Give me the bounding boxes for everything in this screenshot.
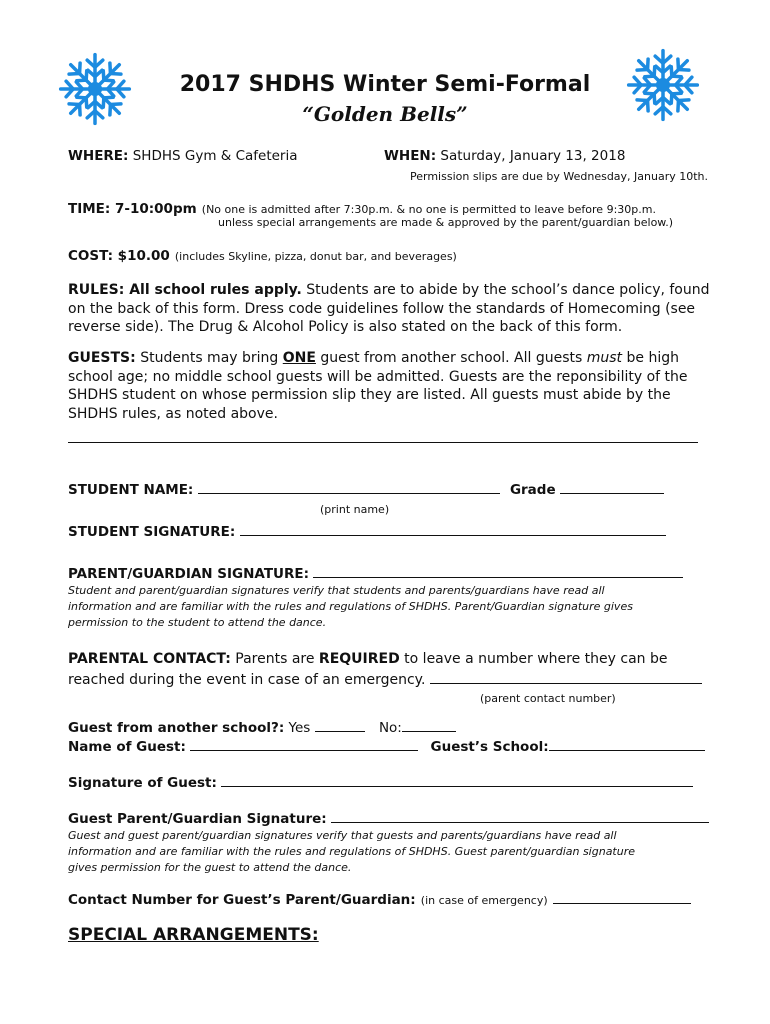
when-label: WHEN: (384, 148, 437, 164)
grade-field[interactable] (560, 479, 664, 494)
parent-contact-number-field[interactable] (430, 669, 702, 684)
guest-name-row (68, 736, 705, 755)
guest-from-row (68, 717, 456, 736)
section-divider (68, 442, 698, 443)
guest-yes-label: Yes (288, 720, 311, 736)
time-row (68, 198, 656, 217)
print-name-note: (print name) (320, 503, 390, 516)
time-label: TIME: 7-10:00pm (68, 201, 197, 217)
rules-label: RULES: All school rules apply. (68, 282, 302, 298)
guest-yes-field[interactable] (315, 717, 365, 732)
parent-contact-note: (parent contact number) (480, 692, 616, 705)
guest-parent-contact-note: (in case of emergency) (420, 894, 548, 907)
special-arrangements-heading: SPECIAL ARRANGEMENTS: (68, 925, 319, 945)
page-subtitle: “Golden Bells” (302, 102, 468, 126)
guests-label: GUESTS: (68, 350, 136, 366)
parent-signature-note: Student and parent/guardian signatures verify that students and parents/guardians have read all information and are familiar with the rules and regulations of SHDHS. Parent/Guardian signature gives permission to the student to attend the dance. (68, 584, 633, 629)
student-name-row (68, 479, 664, 498)
student-name-label: STUDENT NAME: (68, 482, 194, 498)
guest-signature-row (68, 772, 693, 791)
parental-contact-label: PARENTAL CONTACT: (68, 651, 231, 667)
guest-parent-signature-row (68, 808, 709, 827)
guest-parent-signature-label: Guest Parent/Guardian Signature: (68, 811, 327, 827)
guest-signature-field[interactable] (221, 772, 693, 787)
cost-label: COST: $10.00 (68, 248, 170, 264)
student-signature-row (68, 521, 666, 540)
guest-name-label: Name of Guest: (68, 739, 186, 755)
when-value: Saturday, January 13, 2018 (440, 148, 626, 164)
guest-no-field[interactable] (402, 717, 456, 732)
time-note-line2: unless special arrangements are made & approved by the parent/guardian below.) (218, 216, 674, 229)
guest-school-field[interactable] (549, 736, 705, 751)
cost-note: (includes Skyline, pizza, donut bar, and beverages) (174, 250, 457, 263)
guests-paragraph: GUESTS: Students may bring ONE guest from another school. All guests must be high school age; no middle school guests will be admitted. Guests are the reponsibility of the SHDHS student on whose permission slip they are listed. All guests must abide by the SHDHS rules, as noted above. (68, 350, 688, 422)
guest-parent-signature-field[interactable] (331, 808, 709, 823)
guest-parent-contact-label: Contact Number for Guest’s Parent/Guardian: (68, 892, 416, 908)
where-row (68, 148, 298, 164)
when-row (384, 148, 625, 164)
guest-no-label: No: (378, 720, 402, 736)
student-signature-field[interactable] (240, 521, 666, 536)
guest-parent-contact-field[interactable] (553, 889, 691, 904)
guest-parent-contact-row (68, 889, 691, 908)
grade-label: Grade (509, 482, 556, 498)
where-label: WHERE: (68, 148, 129, 164)
guest-school-label: Guest’s School: (430, 739, 549, 755)
guest-parent-signature-note: Guest and guest parent/guardian signatures verify that guests and parents/guardians have read all information and are familiar with the rules and regulations of SHDHS. Guest parent/guardian signature gives permission for the guest to attend the dance. (68, 829, 636, 874)
guest-signature-label: Signature of Guest: (68, 775, 217, 791)
permission-note: Permission slips are due by Wednesday, January 10th. (410, 170, 709, 183)
student-name-field[interactable] (198, 479, 500, 494)
parental-contact-block: PARENTAL CONTACT: Parents are REQUIRED to leave a number where they can be reached during the event in case of an emergency. (68, 650, 708, 689)
parent-signature-label: PARENT/GUARDIAN SIGNATURE: (68, 566, 310, 582)
parent-signature-row (68, 563, 683, 582)
rules-paragraph: RULES: All school rules apply. Students are to abide by the school’s dance policy, found on the back of this form. Dress code guidelines follow the standards of Homecoming (see reverse side). The Drug & Alcohol Policy is also stated on the back of this form. (68, 282, 710, 335)
guest-from-label: Guest from another school?: (68, 720, 285, 736)
student-signature-label: STUDENT SIGNATURE: (68, 524, 236, 540)
cost-row (68, 245, 457, 264)
page-title: 2017 SHDHS Winter Semi-Formal (179, 72, 591, 97)
time-note-line1: (No one is admitted after 7:30p.m. & no one is permitted to leave before 9:30p.m. (201, 203, 656, 216)
guest-name-field[interactable] (190, 736, 418, 751)
parent-signature-field[interactable] (313, 563, 683, 578)
where-value: SHDHS Gym & Cafeteria (132, 148, 298, 164)
